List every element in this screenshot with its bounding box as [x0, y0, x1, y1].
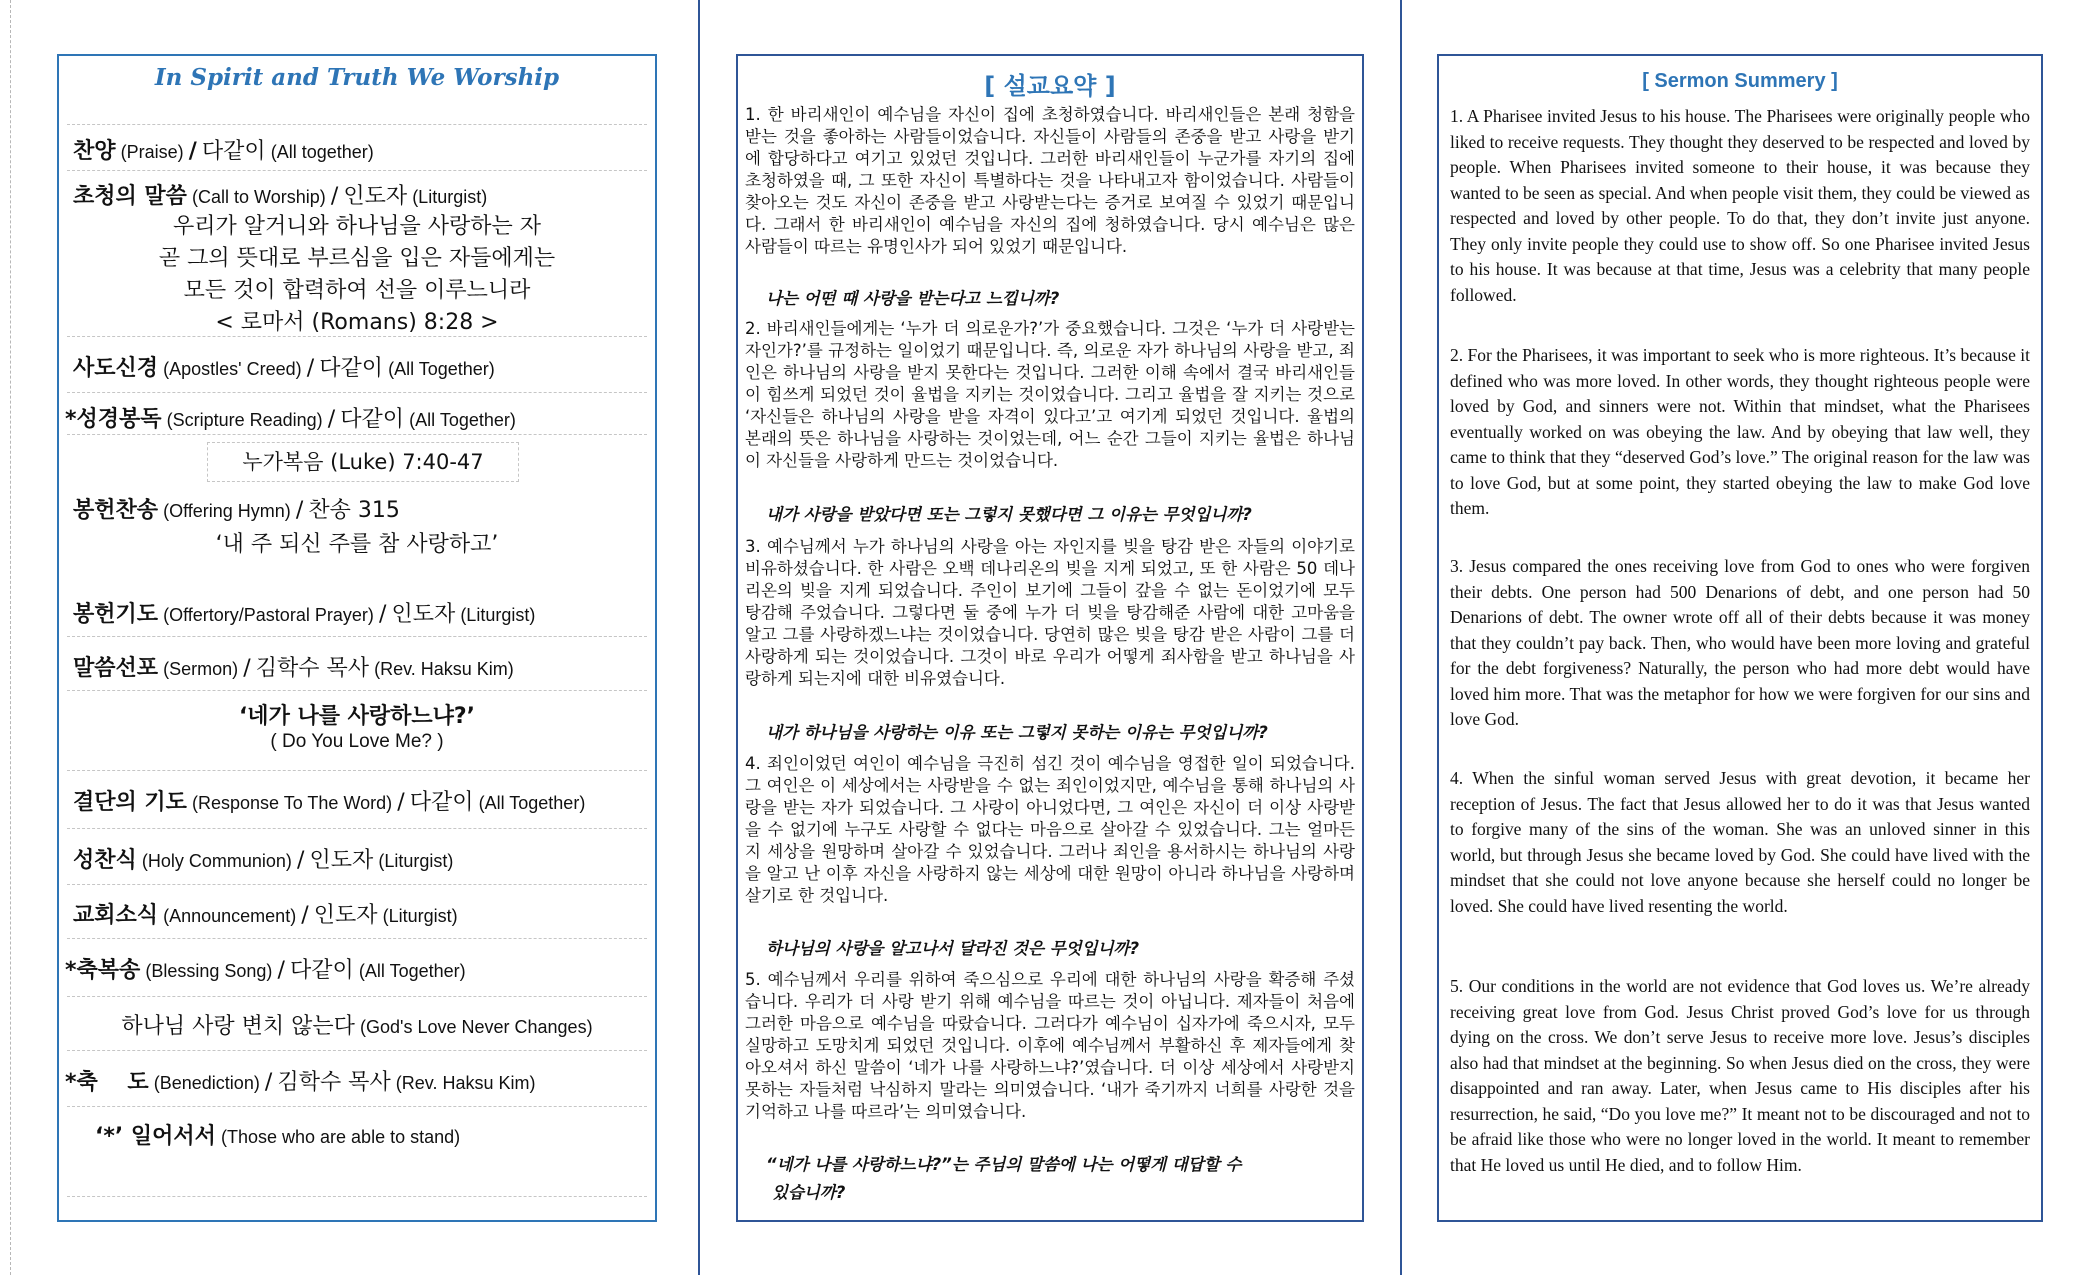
korean-summary-panel	[736, 54, 1364, 1222]
communion-leader-en: (Liturgist)	[378, 851, 454, 871]
english-paragraph-5: 5. Our conditions in the world are not evidence that God loves us. We’re already receiving great love from God. Jesus Christ proved God’s love for us through dying on the cross. We don’t serve Jesus to receive more love. Jesus’s disciples also had that mindset at the beginning. So when Jesus died on the cross, they were disappointed and ran away. Later, when Jesus came to His disciples after his resurrection, he said, “Do you love me?” It meant not to be discouraged and not to be afraid like those who were no longer loved in the world. It meant to remember that He loved us until He died, and to follow Him.	[1450, 976, 2030, 1175]
item-sermon-title	[67, 691, 647, 771]
praise-leader-ko: 다같이	[201, 139, 266, 164]
hymn-number: 찬송 315	[308, 498, 400, 523]
fold-line-left	[10, 0, 11, 1275]
item-scripture-passage	[67, 435, 647, 481]
call-leader-ko: 인도자	[343, 184, 408, 209]
benediction-leader-ko: 김학수 목사	[277, 1070, 391, 1095]
creed-label-en: (Apostles' Creed)	[163, 359, 302, 379]
sermon-preacher-en: (Rev. Haksu Kim)	[374, 659, 514, 679]
praise-label-en: (Praise)	[120, 142, 184, 162]
prayer-leader-en: (Liturgist)	[460, 605, 536, 625]
creed-label-ko: 사도신경	[73, 356, 159, 381]
separator: /	[188, 139, 197, 164]
item-response	[67, 771, 647, 829]
korean-summary-title: [ 설교요약 ]	[984, 72, 1116, 100]
call-label-en: (Call to Worship)	[192, 187, 326, 207]
korean-paragraph-1: 1. 한 바리새인이 예수님을 자신이 집에 초청하였습니다. 바리새인들은 본래 청함을 받는 것을 좋아하는 사람들이었습니다. 자신들이 사람들의 존중을 받고 사랑을 받기에 합당하다고 여기고 있었던 것입니다. 그러한 바리새인들이 누군가를 자기의 집에 초청하였을 때, 그 또한 자신이 특별하다는 것을 나타내고자 함이었습니다. 사람들이 찾아오는 것도 자신이 존중을 받고 사랑받는다는 증거로 보여질 수 있었기 때문입니다. 그래서 한 바리새인이 예수님을 자신의 집에 청하였습니다. 당시 예수님은 많은 사람들이 따르는 유명인사가 되어 있었기 때문입니다.	[745, 105, 1355, 256]
praise-label-ko: 찬양	[73, 139, 116, 164]
item-holy-communion	[67, 829, 647, 885]
korean-question-5-line-2: 있습니까?	[772, 1183, 846, 1202]
blessing-label-en: (Blessing Song)	[145, 961, 273, 981]
blessing-label-ko: *축복송	[65, 958, 141, 983]
english-summary-title: [ Sermon Summery ]	[1642, 70, 1838, 92]
separator: /	[397, 790, 405, 815]
item-standing-note	[67, 1107, 647, 1197]
item-benediction	[67, 1051, 647, 1107]
fold-line-center	[698, 0, 700, 1275]
separator: /	[306, 356, 315, 381]
sermon-preacher-ko: 김학수 목사	[255, 656, 369, 681]
blessing-song-ko: 하나님 사랑 변치 않는다	[121, 1014, 355, 1039]
separator: /	[277, 958, 285, 983]
separator: /	[243, 656, 251, 681]
call-label-ko: 초청의 말씀	[73, 184, 187, 209]
response-leader-en: (All Together)	[478, 793, 586, 813]
standing-note-ko: ‘*’ 일어서서	[95, 1124, 216, 1149]
korean-paragraph-5: 5. 예수님께서 우리를 위하여 죽으심으로 우리에 대한 하나님의 사랑을 확증해 주셨습니다. 우리가 더 사랑 받기 위해 예수님을 따르는 것이 아닙니다. 제자들이 처음에 그러한 마음으로 예수님을 따랐습니다. 그러다가 예수님이 십자가에 죽으시자, 모두 실망하고 도망치게 되었던 것입니다. 이후에 예수님께서 부활하신 후 제자들에게 찾아오셔서 하신 말씀이 ‘네가 나를 사랑하느냐?’였습니다. 더 이상 세상에서 사랑받지 못하는 자들처럼 낙심하지 말라는 의미였습니다. ‘내가 죽기까지 너희를 사랑한 것을 기억하고 나를 따르라’는 의미였습니다.	[745, 970, 1355, 1121]
separator: /	[330, 184, 339, 209]
separator: /	[378, 602, 387, 627]
korean-paragraph-2: 2. 바리새인들에게는 ‘누가 더 의로운가?’가 중요했습니다. 그것은 ‘누가 더 사랑받는 자인가?’를 규정하는 일이었기 때문입니다. 즉, 의로운 자가 하나님의 사랑을 받고, 죄인은 하나님의 사랑을 받지 못한다는 것입니다. 그러한 이해 속에서 결국 바리새인들이 힘쓰게 되었던 것이 율법을 지키는 것이었습니다. 그리고 율법을 잘 지키는 것으로 ‘자신들은 하나님의 사랑을 받을 자격이 있다고’고 여기게 되었던 것입니다. 율법의 본래의 뜻은 하나님을 사랑하는 것이었는데, 어느 순간 그들이 지키는 율법은 하나님이 자신들을 사랑하게 만드는 것이었습니다.	[745, 319, 1355, 470]
creed-leader-en: (All Together)	[388, 359, 495, 379]
hymn-title: ‘내 주 되신 주를 참 사랑하고’	[215, 532, 499, 557]
response-label-ko: 결단의 기도	[73, 790, 187, 815]
item-blessing-song-title	[67, 997, 647, 1051]
blessing-leader-en: (All Together)	[358, 961, 466, 981]
separator: /	[297, 848, 305, 873]
call-leader-en: (Liturgist)	[412, 187, 488, 207]
item-announcement	[67, 885, 647, 939]
sermon-label-en: (Sermon)	[163, 659, 239, 679]
item-apostles-creed	[67, 337, 647, 393]
separator: /	[327, 407, 336, 432]
korean-question-3: 내가 하나님을 사랑하는 이유 또는 그렇지 못하는 이유는 무엇입니까?	[766, 723, 1268, 742]
fold-line-right	[1400, 0, 1402, 1275]
korean-question-4: 하나님의 사랑을 알고나서 달라진 것은 무엇입니까?	[766, 939, 1140, 958]
korean-question-2: 내가 사랑을 받았다면 또는 그렇지 못했다면 그 이유는 무엇입니까?	[766, 505, 1252, 524]
standing-note-en: (Those who are able to stand)	[220, 1127, 461, 1147]
blessing-leader-ko: 다같이	[290, 958, 354, 983]
call-verse-line-3: 모든 것이 합력하여 선을 이루느니라	[183, 278, 531, 303]
creed-leader-ko: 다같이	[319, 356, 383, 381]
english-summary-panel	[1437, 54, 2043, 1222]
prayer-label-ko: 봉헌기도	[73, 602, 159, 627]
announcement-label-ko: 교회소식	[73, 903, 159, 928]
announcement-label-en: (Announcement)	[163, 906, 297, 926]
item-sermon	[67, 637, 647, 691]
item-scripture-reading	[67, 393, 647, 435]
english-paragraph-3: 3. Jesus compared the ones receiving love from God to ones who were forgiven their debts. One person had 500 Denarions of debt, and one person had 50 Denarions of debt. The owner wrote off all of their debts because it was money that they couldn’t pay back. Then, who would have been more loving and grateful for the debt forgiveness? Naturally, the person who had more debt would have loved him more. That was the metaphor for how we were forgiven for our sins and love God.	[1450, 556, 2030, 729]
separator: /	[295, 498, 304, 523]
sermon-label-ko: 말씀선포	[73, 656, 159, 681]
communion-label-ko: 성찬식	[73, 848, 137, 873]
order-of-worship-panel	[57, 54, 657, 1222]
worship-title: In Spirit and Truth We Worship	[154, 64, 560, 91]
communion-leader-ko: 인도자	[309, 848, 374, 873]
korean-paragraph-4: 4. 죄인이었던 여인이 예수님을 극진히 섬긴 것이 예수님을 영접한 일이 되었습니다. 그 여인은 이 세상에서는 사랑받을 수 없는 죄인이었지만, 예수님을 통해 하나님의 사랑을 받는 자가 되었습니다. 그 사랑이 아니었다면, 그 여인은 자신이 더 이상 사랑받을 수 없기에 누구도 사랑할 수 없다는 마음으로 살아갈 수 있었습니다. 그는 얼마든지 세상을 원망하며 살아갈 수 있었습니다. 그러나 죄인을 용서하시는 하나님의 사랑을 알고 난 이후 자신을 사랑하지 않는 세상에 대한 원망이 아니라 하나님을 사랑하며 살기로 한 것입니다.	[745, 754, 1355, 905]
prayer-label-en: (Offertory/Pastoral Prayer)	[163, 605, 374, 625]
korean-question-5-line-1: “네가 나를 사랑하느냐?”는 주님의 말씀에 나는 어떻게 대답할 수	[766, 1155, 1242, 1174]
scripture-label-en: (Scripture Reading)	[166, 410, 323, 430]
scripture-label-ko: *성경봉독	[65, 407, 162, 432]
call-verse-reference: < 로마서 (Romans) 8:28 >	[215, 310, 499, 335]
english-paragraph-2: 2. For the Pharisees, it was important to seek who is more righteous. It’s because it defined who was more loved. In other words, they thought righteous people were loved by God, and sinners were not. Within that mindset, what the Pharisees eventually worked on was obeying the law. And by obeying that law well, they came to think that they “deserved God’s love.” The original reason for the law was to love God, but at some point, they started obeying the law to make God love them.	[1450, 345, 2030, 518]
sermon-title-ko: ‘네가 나를 사랑하느냐?’	[238, 704, 476, 729]
hymn-label-en: (Offering Hymn)	[163, 501, 291, 521]
item-praise	[67, 124, 647, 171]
response-label-en: (Response To The Word)	[192, 793, 393, 813]
response-leader-ko: 다같이	[409, 790, 474, 815]
announcement-leader-ko: 인도자	[313, 903, 378, 928]
call-verse-line-1: 우리가 알거니와 하나님을 사랑하는 자	[172, 214, 541, 239]
sermon-title-en: ( Do You Love Me? )	[270, 731, 444, 752]
hymn-label-ko: 봉헌찬송	[73, 498, 159, 523]
praise-leader-en: (All together)	[270, 142, 374, 162]
blessing-song-en: (God's Love Never Changes)	[360, 1017, 593, 1037]
scripture-leader-ko: 다같이	[340, 407, 405, 432]
communion-label-en: (Holy Communion)	[141, 851, 292, 871]
announcement-leader-en: (Liturgist)	[382, 906, 458, 926]
separator: /	[301, 903, 309, 928]
item-offertory-prayer	[67, 581, 647, 637]
benediction-label-ko: *축 도	[65, 1070, 149, 1095]
english-paragraph-1: 1. A Pharisee invited Jesus to his house. The Pharisees were originally people who liked to receive requests. They thought they deserved to be respected and loved by people. When Pharisees invited someone to their house, it was because they wanted to be seen as special. And when people visit them, they could be viewed as respected and loved by other people. To do that, they don’t invite just anyone. They only invite people they could use to show off. So one Pharisee invited Jesus to his house. It was because at that time, Jesus was a celebrity that many people followed.	[1450, 106, 2030, 305]
scripture-passage: 누가복음 (Luke) 7:40-47	[207, 442, 519, 482]
scripture-leader-en: (All Together)	[409, 410, 516, 430]
benediction-leader-en: (Rev. Haksu Kim)	[395, 1073, 536, 1093]
item-call-to-worship	[67, 171, 647, 337]
english-paragraph-4: 4. When the sinful woman served Jesus with great devotion, it became her reception of Jesus. The fact that Jesus allowed her to do it was that Jesus wanted to forgive many of the sins of the woman. She was an unloved sinner in this world, but through Jesus she became loved by God. She could have lived with the mindset that she could not love anyone because she herself could no longer be loved. She could have lived resenting the world.	[1450, 768, 2030, 916]
korean-question-1: 나는 어떤 때 사랑을 받는다고 느낍니까?	[766, 289, 1060, 308]
benediction-label-en: (Benediction)	[153, 1073, 260, 1093]
item-blessing-song	[67, 939, 647, 997]
separator: /	[264, 1070, 273, 1095]
prayer-leader-ko: 인도자	[391, 602, 456, 627]
korean-paragraph-3: 3. 예수님께서 누가 하나님의 사랑을 아는 자인지를 빚을 탕감 받은 자들의 이야기로 비유하셨습니다. 한 사람은 오백 데나리온의 빚을 지게 되었고, 또 한 사람은 50 데나리온의 빚을 지게 되었습니다. 주인이 보기에 그들이 갚을 수 없는 돈이었기에 모두 탕감해 주었습니다. 그렇다면 둘 중에 누가 더 빚을 탕감해준 사람에 대한 고마움을 알고 그를 사랑하겠느냐는 것이었습니다. 당연히 많은 빚을 탕감 받은 사람이 그를 더 사랑하게 되는 것이었습니다. 그것이 바로 우리가 어떻게 죄사함을 받고 하나님을 사랑하게 되는지에 대한 비유였습니다.	[745, 537, 1355, 688]
call-verse-line-2: 곧 그의 뜻대로 부르심을 입은 자들에게는	[158, 246, 556, 271]
